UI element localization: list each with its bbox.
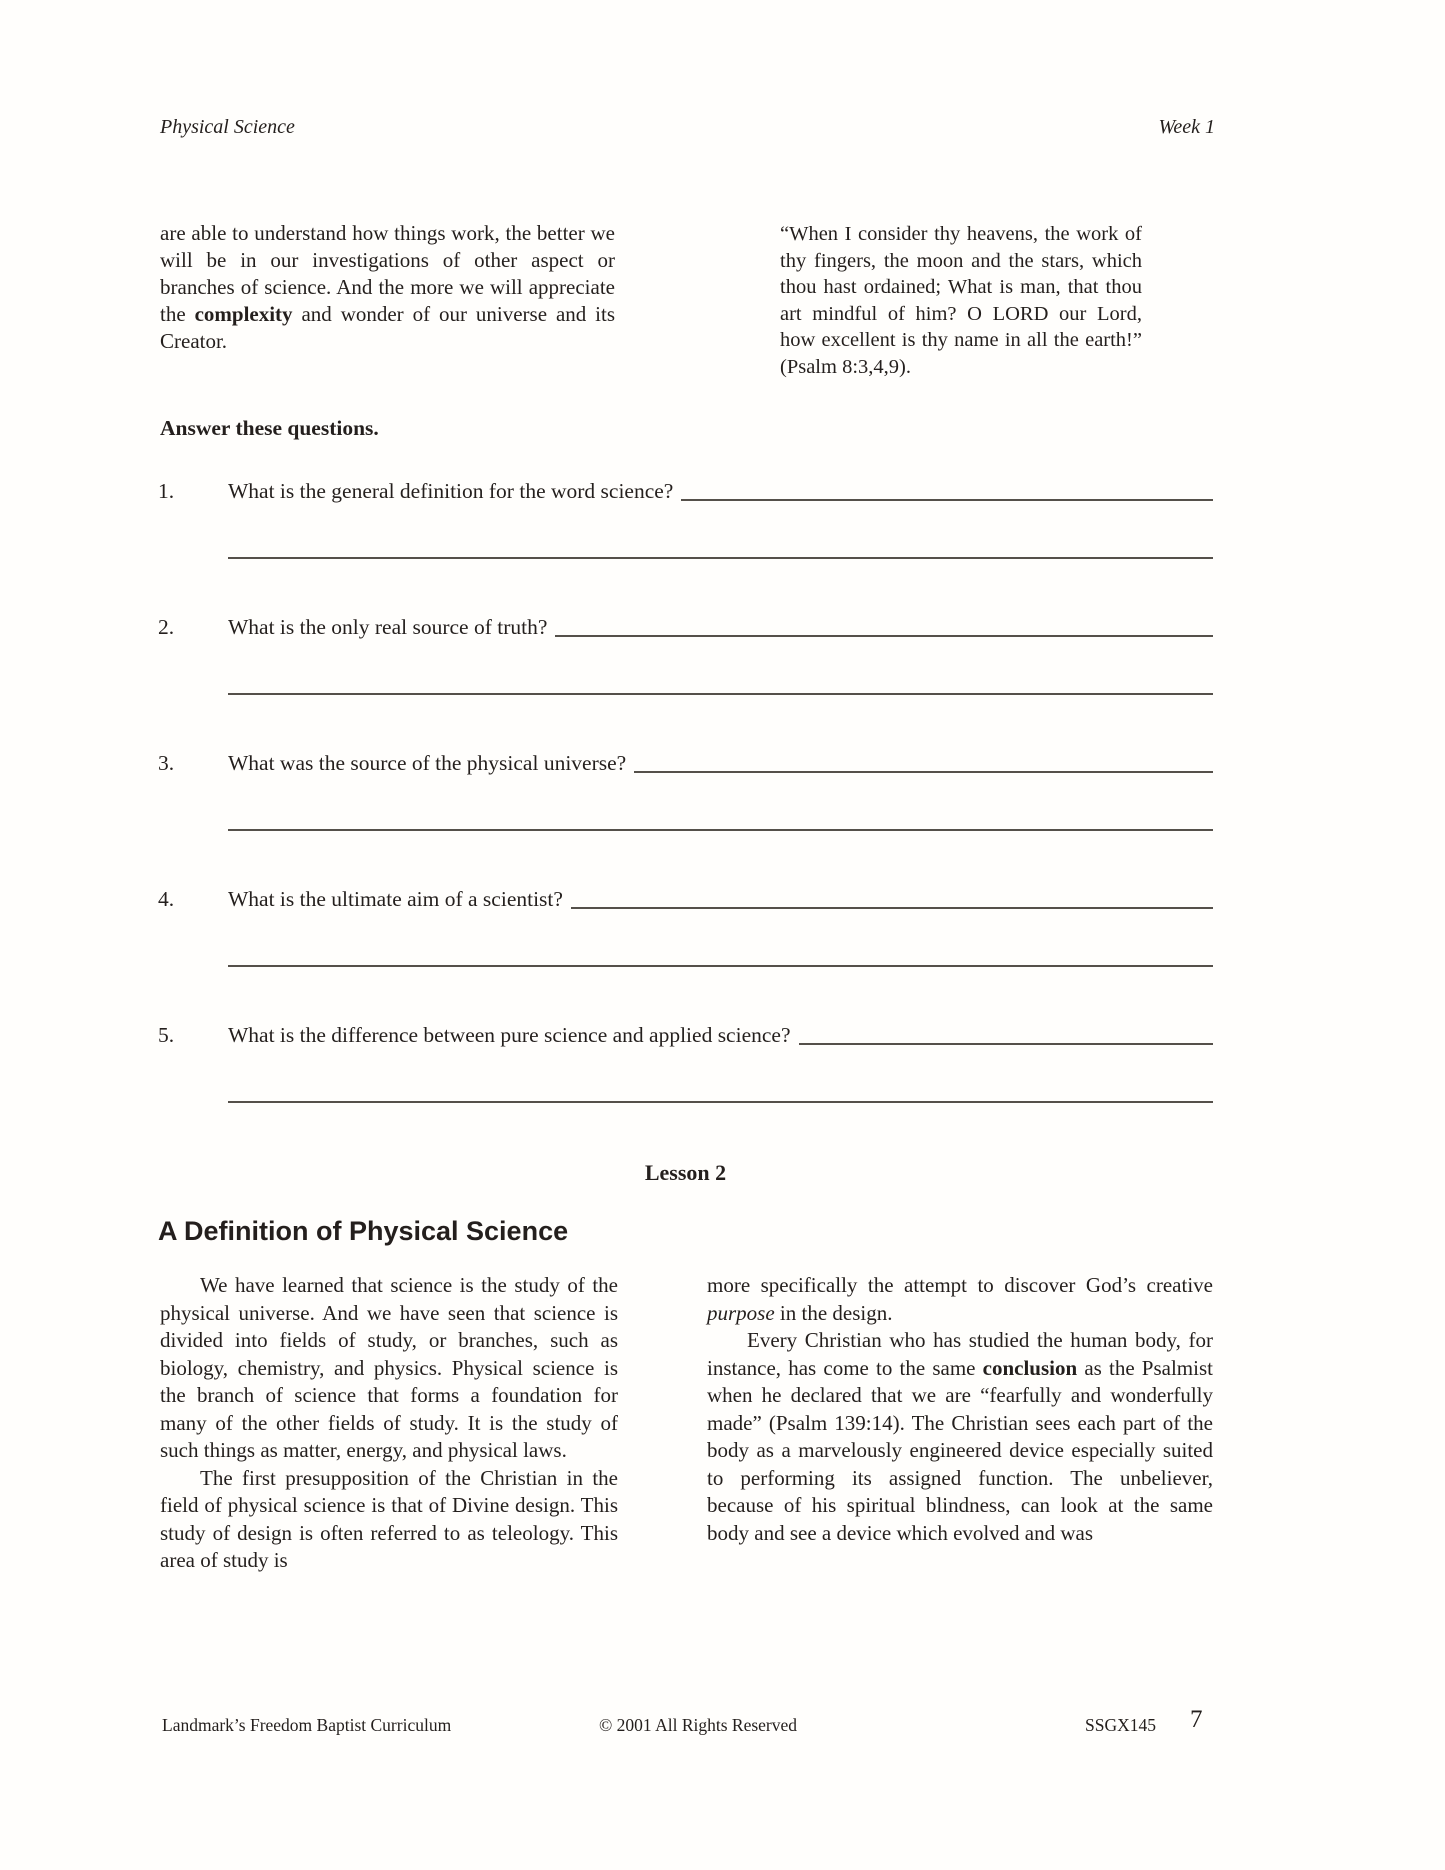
lesson-left-column <box>160 1272 618 1575</box>
question-row <box>158 478 1213 505</box>
answer-line-full <box>228 693 1213 695</box>
question-item-4 <box>158 886 1213 967</box>
question-item-2 <box>158 614 1213 695</box>
answer-line-full <box>228 965 1213 967</box>
answer-line <box>571 907 1213 909</box>
question-number: 1. <box>158 479 175 503</box>
answer-line <box>634 771 1213 773</box>
footer-course-code: SSGX145 <box>1085 1715 1156 1735</box>
lesson-paragraph: We have learned that science is the study of the physical universe. And we have seen that science is divided into fields of study, or branches, such as biology, chemistry, and physics. Physical science is the branch of science that forms a foundation for many of the other fields of study. It is the study of such things as matter, energy, and physical laws. <box>160 1273 618 1462</box>
question-row <box>158 886 1213 913</box>
question-text: What is the general definition for the word science? <box>228 479 674 503</box>
intro-left-column <box>160 220 615 355</box>
question-text: What is the difference between pure science and applied science? <box>228 1023 791 1047</box>
question-item-3 <box>158 750 1213 831</box>
answer-line <box>799 1043 1214 1045</box>
footer-copyright: © 2001 All Rights Reserved <box>599 1715 798 1735</box>
question-number: 5. <box>158 1023 175 1047</box>
question-item-5 <box>158 1022 1213 1103</box>
question-text: What is the only real source of truth? <box>228 615 548 639</box>
footer-page-number: 7 <box>1190 1706 1203 1733</box>
scripture-quote-paragraph: “When I consider thy heavens, the work of thy fingers, the moon and the stars, which thou hast ordained; What is man, that thou art mindful of him? O LORD our Lord, how excellent is thy name in all the earth!” (Psalm 8:3,4,9). <box>780 223 1142 378</box>
questions-heading: Answer these questions. <box>160 416 379 440</box>
lesson-paragraph: The first presupposition of the Christian in the field of physical science is that of Divine design. This study of design is often referred to as teleology. This area of study is <box>160 1465 618 1572</box>
section-heading: A Definition of Physical Science <box>158 1216 569 1246</box>
question-text: What is the ultimate aim of a scientist? <box>228 887 563 911</box>
question-number: 3. <box>158 751 175 775</box>
answer-line-full <box>228 1101 1213 1103</box>
answer-line-full <box>228 829 1213 831</box>
question-number: 2. <box>158 615 175 639</box>
page-header <box>160 116 1215 139</box>
intro-scripture-quote <box>780 221 1142 380</box>
answer-line <box>555 635 1213 637</box>
answer-line-full <box>228 557 1213 559</box>
lesson-paragraph: Every Christian who has studied the human body, for instance, has come to the same conclusion as the Psalmist when he declared that we are “fearfully and wonderfully made” (Psalm 139:14). The Christian sees each part of the body as a marvelously engineered device especially suited to performing its assigned function. The unbeliever, because of his spiritual blindness, can look at the same body and see a device which evolved and was <box>707 1328 1213 1545</box>
question-text: What was the source of the physical universe? <box>228 751 627 775</box>
lesson-title: Lesson 2 <box>644 1160 727 1185</box>
question-row <box>158 750 1213 777</box>
intro-paragraph: are able to understand how things work, the better we will be in our investigations of other aspect or branches of science. And the more we will appreciate the complexity and wonder of our universe and its Creator. <box>160 221 616 353</box>
question-item-1 <box>158 478 1213 559</box>
header-week: Week 1 <box>1158 116 1215 138</box>
lesson-right-column <box>707 1272 1213 1547</box>
lesson-paragraph: more specifically the attempt to discover God’s creative purpose in the design. <box>707 1273 1213 1325</box>
answer-line <box>681 499 1213 501</box>
header-subject: Physical Science <box>160 116 295 138</box>
question-row <box>158 1022 1213 1049</box>
footer-publisher: Landmark’s Freedom Baptist Curriculum <box>162 1715 452 1735</box>
question-number: 4. <box>158 887 175 911</box>
question-row <box>158 614 1213 641</box>
